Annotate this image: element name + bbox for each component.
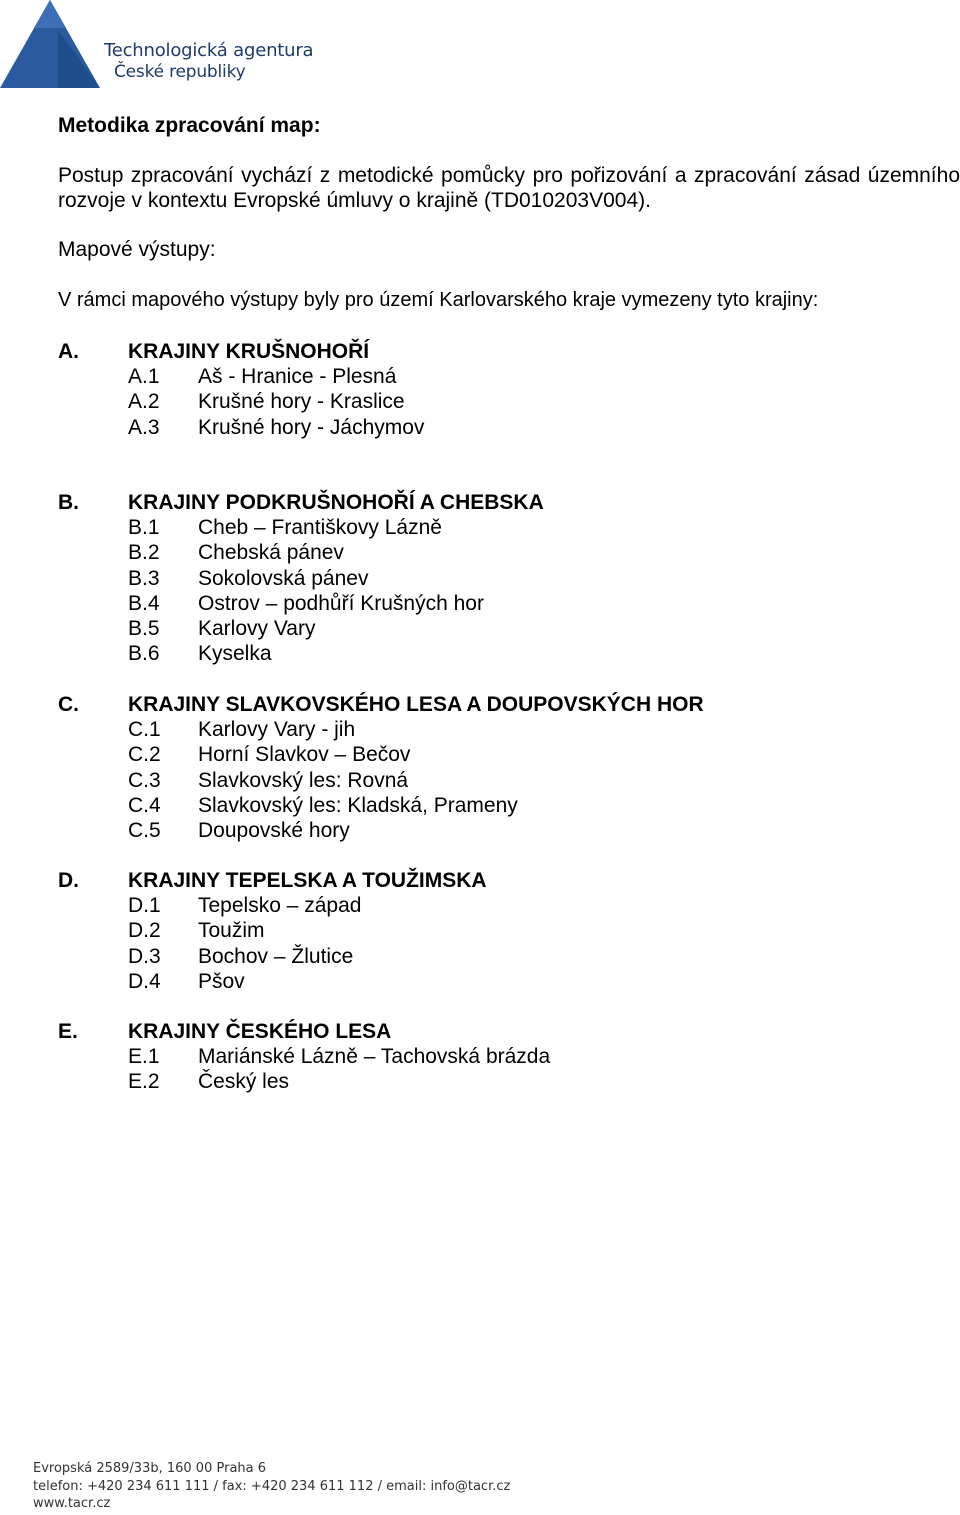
subheading-map-outputs: Mapové výstupy:: [58, 238, 216, 261]
item-code: C.5: [128, 819, 161, 843]
footer-address: Evropská 2589/33b, 160 00 Praha 6: [33, 1461, 267, 1476]
item-code: B.1: [128, 516, 160, 539]
list-item: [58, 893, 938, 918]
section-title: KRAJINY TEPELSKA A TOUŽIMSKA: [128, 869, 487, 892]
list-item: [58, 415, 938, 440]
list-item: [58, 540, 938, 565]
list-item: [58, 793, 938, 818]
section-heading: [58, 490, 938, 515]
item-code: B.4: [128, 591, 160, 615]
lead-paragraph: V rámci mapového výstupy byly pro území Karlovarského kraje vymezeny tyto krajiny:: [58, 289, 819, 311]
item-name: Cheb – Františkovy Lázně: [198, 516, 442, 539]
item-code: A.1: [128, 365, 160, 388]
item-name: Kyselka: [198, 642, 272, 666]
landscape-section-d: [58, 868, 938, 994]
item-code: D.4: [128, 969, 161, 993]
section-letter: D.: [58, 869, 79, 892]
item-name: Slavkovský les: Kladská, Prameny: [198, 793, 518, 817]
list-item: [58, 717, 938, 742]
item-name: Krušné hory - Jáchymov: [198, 415, 425, 439]
item-code: C.1: [128, 718, 161, 741]
landscape-section-c: [58, 692, 938, 843]
section-letter: C.: [58, 693, 79, 716]
list-item: [58, 591, 938, 616]
item-code: C.3: [128, 768, 161, 792]
section-title: KRAJINY ČESKÉHO LESA: [128, 1020, 392, 1043]
section-title: KRAJINY KRUŠNOHOŘÍ: [128, 340, 370, 363]
section-heading: [58, 868, 938, 893]
item-name: Karlovy Vary - jih: [198, 718, 356, 741]
list-item: [58, 616, 938, 641]
item-code: C.4: [128, 793, 161, 817]
page-title: Metodika zpracování map:: [58, 114, 321, 137]
page-footer: [33, 1460, 510, 1513]
section-heading: [58, 692, 938, 717]
section-letter: A.: [58, 340, 79, 363]
section-title: KRAJINY SLAVKOVSKÉHO LESA A DOUPOVSKÝCH HOR: [128, 693, 704, 716]
item-name: Mariánské Lázně – Tachovská brázda: [198, 1045, 551, 1068]
list-item: [58, 918, 938, 943]
footer-web-link[interactable]: www.tacr.cz: [33, 1496, 111, 1511]
section-letter: B.: [58, 491, 79, 514]
list-item: [58, 969, 938, 994]
list-item: [58, 515, 938, 540]
landscape-section-a: [58, 339, 938, 440]
logo-triangle-icon: [0, 0, 104, 92]
org-name-line2: České republiky: [114, 62, 246, 82]
list-item: [58, 742, 938, 767]
list-item: [58, 641, 938, 666]
section-heading: [58, 1019, 938, 1044]
footer-contact: telefon: +420 234 611 111 / fax: +420 234 611 112 / email: info@tacr.cz: [33, 1478, 511, 1494]
item-name: Karlovy Vary: [198, 617, 316, 641]
item-name: Krušné hory - Kraslice: [198, 390, 405, 414]
item-code: E.2: [128, 1070, 160, 1094]
item-name: Slavkovský les: Rovná: [198, 768, 409, 792]
item-code: B.3: [128, 566, 160, 590]
item-code: D.2: [128, 919, 161, 943]
intro-paragraph: Postup zpracování vychází z metodické pomůcky pro pořizování a zpracování zásad územního rozvoje v kontextu Evropské úmluvy o krajině (TD010203V004).: [58, 164, 960, 212]
item-code: B.2: [128, 541, 160, 565]
item-code: C.2: [128, 743, 161, 767]
list-item: [58, 944, 938, 969]
item-code: D.3: [128, 944, 161, 968]
org-name-line1: Technologická agentura: [104, 40, 314, 61]
organization-logo: [0, 0, 330, 92]
list-item: [58, 566, 938, 591]
item-name: Sokolovská pánev: [198, 566, 369, 590]
item-code: A.3: [128, 415, 160, 439]
item-name: Ostrov – podhůří Krušných hor: [198, 591, 484, 615]
item-name: Horní Slavkov – Bečov: [198, 743, 411, 767]
section-heading: [58, 339, 938, 364]
list-item: [58, 389, 938, 414]
item-code: B.5: [128, 617, 160, 641]
item-name: Český les: [198, 1070, 290, 1094]
item-name: Doupovské hory: [198, 819, 350, 843]
list-item: [58, 1044, 938, 1069]
list-item: [58, 364, 938, 389]
item-name: Bochov – Žlutice: [198, 944, 354, 968]
item-name: Aš - Hranice - Plesná: [198, 365, 397, 388]
section-title: KRAJINY PODKRUŠNOHOŘÍ A CHEBSKA: [128, 491, 544, 514]
list-item: [58, 1069, 938, 1094]
item-name: Pšov: [198, 969, 245, 993]
list-item: [58, 818, 938, 843]
item-code: A.2: [128, 390, 160, 414]
item-name: Tepelsko – západ: [198, 894, 362, 917]
section-letter: E.: [58, 1020, 78, 1043]
item-code: B.6: [128, 642, 160, 666]
landscape-section-e: [58, 1019, 938, 1095]
list-item: [58, 768, 938, 793]
landscape-section-b: [58, 490, 938, 667]
item-name: Toužim: [198, 919, 265, 943]
item-code: E.1: [128, 1045, 160, 1068]
item-name: Chebská pánev: [198, 541, 344, 565]
item-code: D.1: [128, 894, 161, 917]
